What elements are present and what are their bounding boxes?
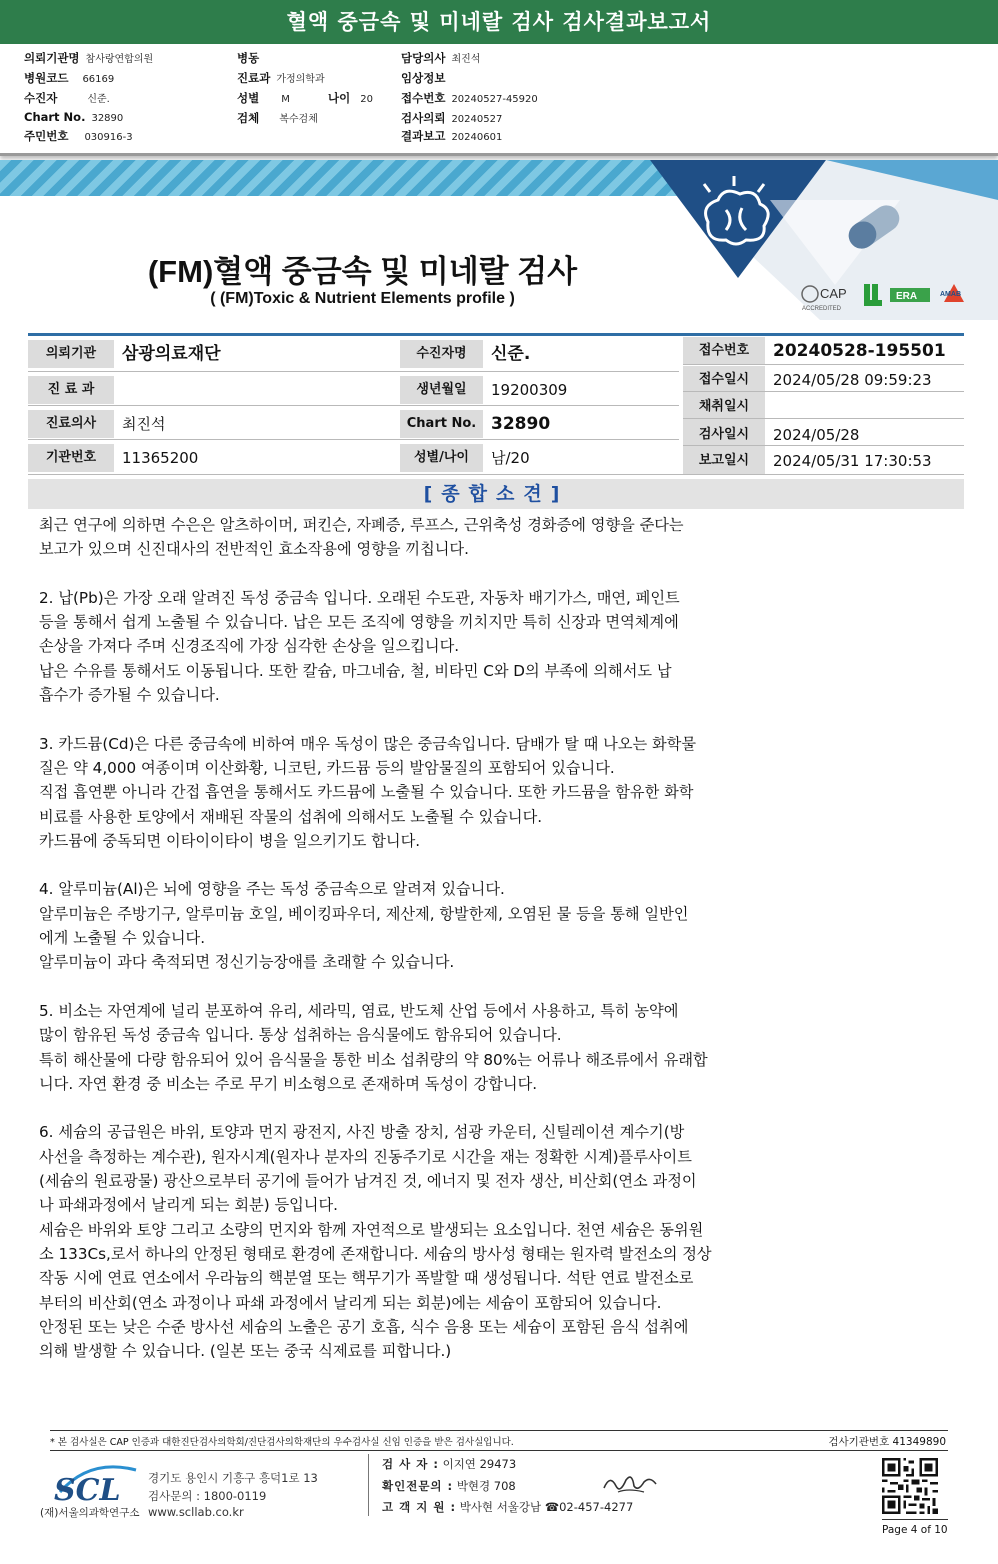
top-info-row bbox=[24, 128, 133, 144]
summary-body bbox=[39, 513, 764, 1363]
staff-row bbox=[382, 1478, 516, 1494]
page-title: (FM)혈액 중금속 및 미네랄 검사 bbox=[147, 254, 578, 289]
patient-value: 20240528-195501 bbox=[765, 337, 964, 365]
page-number: Page 4 of 10 bbox=[882, 1524, 948, 1536]
top-info-panel bbox=[0, 44, 998, 156]
patient-value: 2024/05/31 17:30:53 bbox=[765, 447, 964, 475]
top-info-value: 복수검체 bbox=[279, 114, 318, 125]
summary-line: 니다. 자연 환경 중 비소는 주로 무기 비소형으로 존재하며 독성이 강합니다. bbox=[39, 1074, 538, 1093]
summary-line: 직접 흡연뿐 아니라 간접 흡연을 통해서도 카드뮴에 노출될 수 있습니다. 또한 카드뮴을 함유한 화학 bbox=[39, 783, 694, 802]
page-subtitle: ( (FM)Toxic & Nutrient Elements profile ) bbox=[210, 290, 515, 307]
patient-label: 채취일시 bbox=[683, 393, 765, 421]
footer-divider bbox=[882, 1519, 948, 1520]
summary-paragraph bbox=[39, 732, 764, 853]
staff-role: 검 사 자 : bbox=[382, 1457, 439, 1471]
patient-value: 2024/05/28 bbox=[765, 421, 964, 449]
age-value: 20 bbox=[360, 94, 373, 105]
summary-heading: [종합소견] bbox=[28, 479, 964, 509]
patient-value: 19200309 bbox=[483, 376, 679, 404]
top-info-key: 검사의뢰 bbox=[401, 111, 446, 125]
patient-label: 진료의사 bbox=[28, 410, 114, 438]
top-info-key: 병동 bbox=[237, 51, 260, 65]
patient-label: 접수번호 bbox=[683, 337, 765, 365]
patient-label: 생년월일 bbox=[400, 376, 483, 404]
top-info-value: 66169 bbox=[82, 74, 115, 85]
patient-value: 2024/05/28 09:59:23 bbox=[765, 366, 964, 394]
table-row-divider bbox=[683, 418, 964, 419]
certification-note: * 본 검사실은 CAP 인증과 대한진단검사의학회/진단검사의학재단의 우수검사실 신임 인증을 받은 검사실입니다. bbox=[50, 1437, 514, 1448]
top-info-value: 20240601 bbox=[451, 132, 503, 143]
summary-paragraph bbox=[39, 877, 764, 974]
top-info-value: 가정의학과 bbox=[276, 74, 325, 85]
top-info-key: 병원코드 bbox=[24, 71, 69, 85]
report-banner-title: 혈액 중금속 및 미네랄 검사 검사결과보고서 bbox=[0, 0, 998, 44]
staff-name: 박사현 서울강남 ☎02-457-4277 bbox=[459, 1500, 634, 1514]
summary-paragraph bbox=[39, 999, 764, 1096]
top-info-value: 030916-3 bbox=[84, 132, 133, 143]
cap-logo-text: CAP bbox=[820, 286, 847, 301]
top-info-row bbox=[24, 110, 123, 124]
patient-value: 최진석 bbox=[114, 410, 400, 438]
summary-line: 흡수가 증가될 수 있습니다. bbox=[39, 686, 220, 705]
top-info-row bbox=[237, 110, 318, 126]
staff-row bbox=[382, 1456, 516, 1472]
summary-line: 납은 수유를 통해서도 이동됩니다. 또한 칼슘, 마그네슘, 철, 비타민 C와 D의 부족에 의해서도 납 bbox=[39, 661, 672, 680]
patient-value: 삼광의료재단 bbox=[114, 340, 400, 368]
patient-label: 수진자명 bbox=[400, 340, 483, 368]
lab-address: 경기도 용인시 기흥구 흥덕1로 13 bbox=[148, 1471, 318, 1485]
top-info-key: 검체 bbox=[237, 111, 260, 125]
summary-paragraph bbox=[39, 513, 764, 562]
summary-paragraph bbox=[39, 586, 764, 707]
summary-line: 보고가 있으며 신진대사의 전반적인 효소작용에 영향을 끼칩니다. bbox=[39, 540, 469, 559]
top-info-row bbox=[24, 50, 153, 66]
table-row-divider bbox=[683, 364, 964, 365]
top-info-key: 진료과 bbox=[237, 71, 271, 85]
top-info-row bbox=[24, 70, 114, 86]
scl-logo bbox=[50, 1462, 140, 1504]
top-info-key: 접수번호 bbox=[401, 91, 446, 105]
summary-line: 의해 발생할 수 있습니다. (일본 또는 중국 식제료를 피합니다.) bbox=[39, 1342, 452, 1361]
top-info-row bbox=[328, 90, 373, 106]
summary-line: 에게 노출될 수 있습니다. bbox=[39, 929, 206, 948]
patient-value: 32890 bbox=[483, 410, 679, 438]
patient-label: 보고일시 bbox=[683, 447, 765, 475]
top-info-row bbox=[237, 70, 325, 86]
top-info-value: 20240527-45920 bbox=[451, 94, 538, 105]
lab-name: (재)서울의과학연구소 bbox=[40, 1507, 140, 1519]
top-info-row bbox=[401, 90, 538, 106]
top-info-key: Chart No. bbox=[24, 110, 86, 124]
summary-line: (세슘의 원료광물) 광산으로부터 공기에 들어가 남겨진 것, 에너지 및 전자 생산, 비산회(연소 과정이 bbox=[39, 1172, 697, 1191]
patient-value: 11365200 bbox=[114, 444, 400, 472]
summary-line: 소 133Cs,로서 하나의 안정된 형태로 환경에 존재합니다. 세슘의 방사성 형태는 원자력 발전소의 정상 bbox=[39, 1244, 712, 1263]
footer-divider bbox=[50, 1450, 948, 1451]
summary-line: 최근 연구에 의하면 수은은 알츠하이머, 퍼킨슨, 자폐증, 루프스, 근위축성 경화증에 영향을 준다는 bbox=[39, 516, 684, 534]
staff-name: 이지연 29473 bbox=[442, 1457, 517, 1471]
top-info-row bbox=[237, 90, 290, 106]
patient-label: 검사일시 bbox=[683, 421, 765, 449]
staff-role: 고 객 지 원 : bbox=[382, 1500, 457, 1514]
patient-label: Chart No. bbox=[400, 410, 483, 438]
top-info-key: 주민번호 bbox=[24, 129, 69, 143]
summary-line: 세슘은 바위와 토양 그리고 소량의 먼지와 함께 자연적으로 발생되는 요소입니다. 천연 세슘은 동위원 bbox=[39, 1220, 704, 1239]
summary-line: 3. 카드뮴(Cd)은 다른 중금속에 비하여 매우 독성이 많은 중금속입니다. 담배가 탈 때 나오는 화학물 bbox=[39, 734, 697, 753]
summary-line: 알루미늄은 주방기구, 알루미늄 호일, 베이킹파우더, 제산제, 항발한제, 오염된 물 등을 통해 일반인 bbox=[39, 904, 689, 923]
cap-logo-subtext: ACCREDITED bbox=[802, 306, 842, 312]
table-row-divider bbox=[683, 391, 964, 392]
qr-code-icon bbox=[882, 1458, 938, 1514]
staff-row bbox=[382, 1499, 633, 1515]
patient-label: 성별/나이 bbox=[400, 444, 483, 472]
patient-value bbox=[114, 376, 400, 404]
summary-line: 많이 함유된 독성 중금속 입니다. 통상 섭취하는 음식물에도 함유되어 있습니다. bbox=[39, 1026, 562, 1045]
lab-website: www.scllab.co.kr bbox=[148, 1505, 244, 1519]
patient-label: 진 료 과 bbox=[28, 376, 114, 404]
summary-line: 나 파쇄과정에서 날리게 되는 회분) 등입니다. bbox=[39, 1196, 338, 1215]
patient-label: 기관번호 bbox=[28, 444, 114, 472]
summary-line: 질은 약 4,000 여종이며 이산화황, 니코틴, 카드뮴 등의 발암물질의 포함되어 있습니다. bbox=[39, 758, 615, 777]
footer-divider bbox=[50, 1430, 948, 1431]
patient-label: 접수일시 bbox=[683, 366, 765, 394]
top-info-value: 20240527 bbox=[451, 114, 503, 125]
top-info-key: 의뢰기관명 bbox=[24, 51, 80, 65]
age-label: 나이 bbox=[328, 91, 351, 105]
top-info-key: 임상정보 bbox=[401, 71, 446, 85]
staff-role: 확인전문의 : bbox=[382, 1479, 454, 1493]
top-info-row bbox=[24, 90, 110, 106]
top-info-value: 32890 bbox=[91, 113, 124, 124]
top-info-value: M bbox=[281, 94, 290, 105]
top-info-key: 성별 bbox=[237, 91, 260, 105]
top-info-value: 최진석 bbox=[451, 54, 481, 65]
scl-logo-text: SCL bbox=[54, 1473, 121, 1504]
top-info-row bbox=[401, 110, 502, 126]
summary-line: 4. 알루미늄(Al)은 뇌에 영향을 주는 독성 중금속으로 알려져 있습니다. bbox=[39, 880, 505, 899]
summary-line: 카드뮴에 중독되면 이타이이타이 병을 일으키기도 합니다. bbox=[39, 831, 421, 850]
summary-paragraph bbox=[39, 1120, 764, 1363]
table-bottom-rule bbox=[28, 474, 964, 475]
summary-line: 등을 통해서 쉽게 노출될 수 있습니다. 납은 모든 조직에 영향을 끼치지만 특히 신장과 면역체계에 bbox=[39, 613, 679, 632]
footer-column-divider bbox=[368, 1454, 369, 1516]
table-row-divider bbox=[28, 371, 679, 372]
summary-line: 부터의 비산회(연소 과정이나 파쇄 과정에서 날리게 되는 회분)에는 세슘이 포함되어 있습니다. bbox=[39, 1293, 662, 1312]
top-info-row bbox=[401, 128, 502, 144]
patient-label: 의뢰기관 bbox=[28, 340, 114, 368]
summary-line: 사선을 측정하는 계수관), 원자시계(원자나 분자의 진동주기로 시간을 재는 정확한 시계)플루사이트 bbox=[39, 1147, 692, 1166]
top-info-row bbox=[237, 50, 265, 66]
summary-line: 2. 납(Pb)은 가장 오래 알려진 독성 중금속 입니다. 오래된 수도관, 자동차 배기가스, 매연, 페인트 bbox=[39, 588, 680, 607]
table-row-divider bbox=[683, 445, 964, 446]
top-info-key: 결과보고 bbox=[401, 129, 446, 143]
summary-line: 특히 해산물에 다량 함유되어 있어 음식물을 통한 비소 섭취량의 약 80%는 어류나 해조류에서 유래합 bbox=[39, 1050, 708, 1069]
summary-line: 6. 세슘의 공급원은 바위, 토양과 먼지 광전지, 사진 방출 장치, 섬광 카운터, 신틸레이션 계수기(방 bbox=[39, 1123, 685, 1142]
patient-value: 남/20 bbox=[483, 444, 679, 472]
patient-value: 신준. bbox=[483, 340, 679, 368]
amab-logo-text: AMAB bbox=[940, 291, 961, 298]
table-row-divider bbox=[28, 405, 679, 406]
physician-signature bbox=[600, 1470, 660, 1498]
top-info-key: 수진자 bbox=[24, 91, 58, 105]
top-info-row bbox=[401, 70, 451, 86]
summary-line: 비료를 사용한 토양에서 재배된 작물의 섭취에 의해서도 노출될 수 있습니다. bbox=[39, 807, 543, 826]
summary-line: 작동 시에 연료 연소에서 우라늄의 핵분열 또는 핵무기가 폭발할 때 생성됩니다. 석탄 연료 발전소로 bbox=[39, 1269, 694, 1288]
lab-registration-number: 검사기관번호 41349890 bbox=[828, 1436, 946, 1448]
summary-line: 손상을 가져다 주며 신경조직에 가장 심각한 손상을 일으킵니다. bbox=[39, 637, 460, 656]
table-row-divider bbox=[28, 439, 679, 440]
staff-name: 박현경 708 bbox=[456, 1479, 516, 1493]
top-info-value: 참사랑연합의원 bbox=[85, 54, 154, 65]
patient-value bbox=[765, 393, 964, 421]
summary-line: 알루미늄이 과다 축적되면 정신기능장애를 초래할 수 있습니다. bbox=[39, 953, 455, 972]
lab-phone: 검사문의 : 1800-0119 bbox=[148, 1489, 267, 1503]
era-logo-text: ERA bbox=[896, 291, 918, 302]
top-info-key: 담당의사 bbox=[401, 51, 446, 65]
top-info-row bbox=[401, 50, 480, 66]
top-info-value: 신준. bbox=[87, 94, 110, 105]
summary-line: 5. 비소는 자연계에 널리 분포하여 유리, 세라믹, 염료, 반도체 산업 등에서 사용하고, 특히 농약에 bbox=[39, 1001, 679, 1020]
summary-line: 안정된 또는 낮은 수준 방사선 세슘의 노출은 공기 호흡, 식수 음용 또는 세슘이 포함된 음식 섭취에 bbox=[39, 1317, 689, 1336]
table-top-rule bbox=[28, 333, 964, 336]
era-logo bbox=[890, 288, 930, 302]
